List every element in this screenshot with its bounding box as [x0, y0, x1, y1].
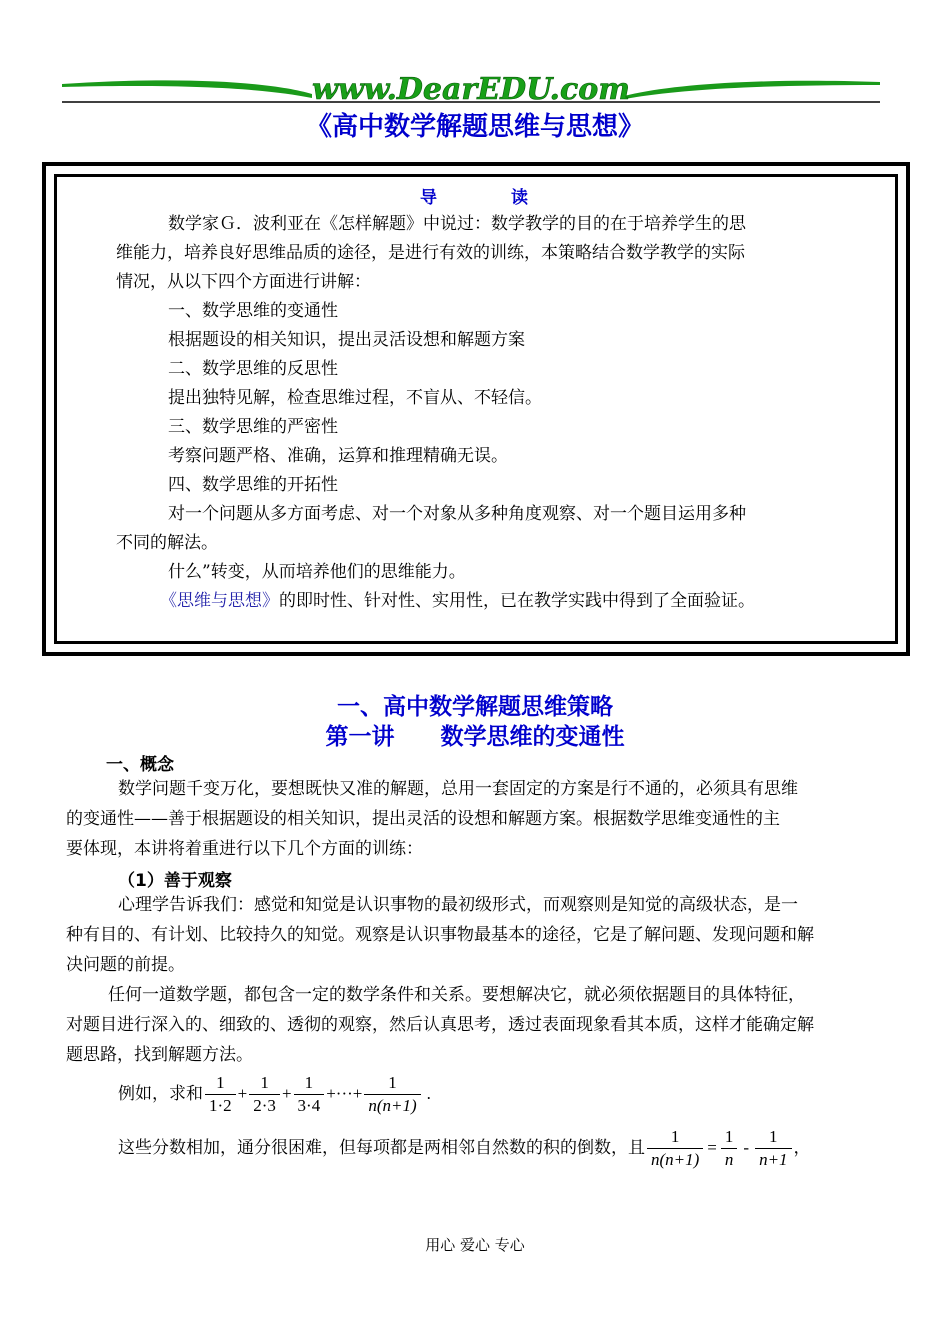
- intro-line: 情况，从以下四个方面进行讲解：: [116, 272, 371, 292]
- paragraph-line: 要体现，本讲将着重进行以下几个方面的训练：: [66, 839, 423, 859]
- paragraph-line: 任何一道数学题，都包含一定的数学条件和关系。要想解决它，就必须依据题目的具体特征，: [108, 985, 805, 1005]
- intro-line: 二、数学思维的反思性: [168, 359, 338, 379]
- intro-heading-right: 读: [511, 188, 530, 208]
- page-footer: 用心 爱心 专心: [425, 1236, 525, 1254]
- intro-line: 根据题设的相关知识，提出灵活设想和解题方案: [168, 330, 525, 350]
- intro-heading: [0, 183, 950, 208]
- site-banner: [62, 70, 880, 110]
- paragraph-line: 数学问题千变万化，要想既快又准的解题，总用一套固定的方案是行不通的，必须具有思维: [118, 779, 798, 799]
- intro-line: 什么”转变，从而培养他们的思维能力。: [168, 562, 466, 582]
- site-logo-text: www.DearEDU.com: [311, 72, 631, 107]
- fraction: $\frac{1}{n}$: [721, 1126, 738, 1171]
- paragraph-line: 对题目进行深入的、细致的、透彻的观察，然后认真思考，透过表面现象看其本质，这样才能确定解: [66, 1015, 814, 1035]
- intro-line: 数学家Ｇ．波利亚在《怎样解题》中说过：数学教学的目的在于培养学生的思: [168, 214, 746, 234]
- concept-heading: 一、概念: [106, 755, 174, 775]
- fraction: $\frac{1}{n+1}$: [755, 1126, 791, 1171]
- paragraph-line: 种有目的、有计划、比较持久的知觉。观察是认识事物最基本的途径，它是了解问题、发现问题和解: [66, 925, 814, 945]
- fraction: $\frac{1}{1\cdot 2}$: [205, 1072, 236, 1117]
- fraction: $\frac{1}{2\cdot 3}$: [249, 1072, 280, 1117]
- paragraph-line: 心理学告诉我们：感觉和知觉是认识事物的最初级形式，而观察则是知觉的高级状态，是一: [118, 895, 798, 915]
- lecture-title: 第一讲 数学思维的变通性: [325, 724, 625, 750]
- intro-line: 一、数学思维的变通性: [168, 301, 338, 321]
- book-title-link[interactable]: 《思维与思想》: [160, 591, 279, 611]
- intro-line: 考察问题严格、准确，运算和推理精确无误。: [168, 446, 508, 466]
- intro-line: 不同的解法。: [116, 533, 218, 553]
- observation-line: 这些分数相加，通分很困难，但每项都是两相邻自然数的积的倒数，且 $\frac{1}{n(n+1)}$ = $\frac{1}{n}$ - $\frac{1}{n+1}$ ，: [118, 1126, 811, 1169]
- paragraph-line: 决问题的前提。: [66, 955, 185, 975]
- section-title: 一、高中数学解题思维策略: [337, 694, 613, 720]
- intro-line: 对一个问题从多方面考虑、对一个对象从多种角度观察、对一个题目运用多种: [168, 504, 746, 524]
- fraction: $\frac{1}{3\cdot 4}$: [294, 1072, 325, 1117]
- intro-line: 三、数学思维的严密性: [168, 417, 338, 437]
- paragraph-line: 的变通性——善于根据题设的相关知识，提出灵活的设想和解题方案。根据数学思维变通性的主: [66, 809, 780, 829]
- paragraph-line: 题思路，找到解题方法。: [66, 1045, 253, 1065]
- fraction: $\frac{1}{n(n+1)}$: [647, 1126, 703, 1171]
- intro-line: 维能力，培养良好思维品质的途径，是进行有效的训练，本策略结合数学教学的实际: [116, 243, 745, 263]
- fraction: $\frac{1}{n(n+1)}$: [364, 1072, 420, 1117]
- intro-line: 四、数学思维的开拓性: [168, 475, 338, 495]
- intro-line: 提出独特见解，检查思维过程，不盲从、不轻信。: [168, 388, 542, 408]
- intro-heading-left: 导: [420, 188, 439, 208]
- intro-last-line: 《思维与思想》的即时性、针对性、实用性，已在教学实践中得到了全面验证。: [160, 591, 755, 611]
- subheading-observe: （1）善于观察: [118, 871, 232, 891]
- example-sum: 例如，求和 $\frac{1}{1\cdot 2}$ + $\frac{1}{2\cdot 3}$ + $\frac{1}{3\cdot 4}$ + ··· + $\frac{1}{n(n+1)}$ .: [118, 1072, 431, 1115]
- document-title: 《高中数学解题思维与思想》: [305, 112, 644, 142]
